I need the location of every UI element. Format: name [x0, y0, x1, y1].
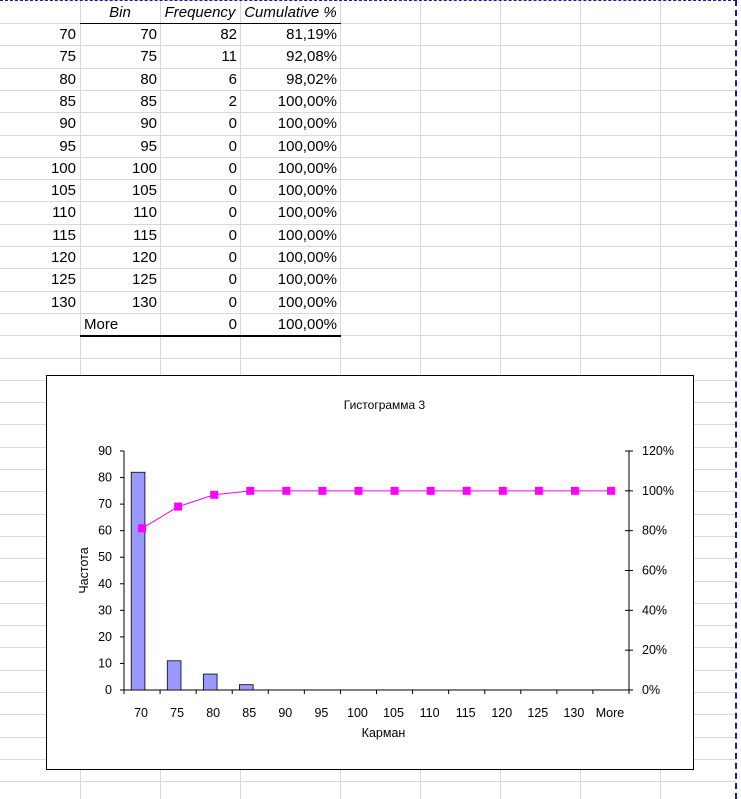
bin-cell[interactable]: 115	[133, 226, 157, 244]
row-label-cell[interactable]: 100	[50, 159, 76, 177]
x-tick-label: 130	[563, 706, 585, 720]
histogram-bar	[131, 472, 145, 690]
cumulative-cell[interactable]: 100,00%	[277, 204, 337, 222]
frequency-cell[interactable]: 0	[228, 293, 237, 311]
y2-tick-label: 120%	[642, 444, 674, 458]
row-label-cell[interactable]: 115	[52, 226, 76, 244]
header-cumulative[interactable]: Cumulative %	[244, 4, 337, 21]
cumulative-cell[interactable]: 100,00%	[277, 159, 337, 177]
cumulative-marker	[427, 487, 435, 495]
cumulative-cell[interactable]: 100,00%	[277, 249, 337, 266]
histogram-bar	[203, 674, 217, 690]
bin-cell[interactable]: 70	[140, 26, 157, 43]
frequency-cell[interactable]: 0	[228, 249, 237, 266]
cumulative-marker	[607, 487, 615, 495]
page-break-vertical	[735, 0, 737, 799]
frequency-cell[interactable]: 11	[221, 48, 237, 66]
frequency-cell[interactable]: 2	[228, 92, 237, 110]
header-bin[interactable]: Bin	[109, 4, 131, 21]
row-label-cell[interactable]: 110	[52, 204, 76, 222]
cumulative-marker	[282, 487, 290, 495]
row-label-cell[interactable]: 130	[50, 293, 76, 311]
y2-tick-label: 20%	[642, 643, 668, 658]
x-tick-label: 100	[347, 706, 368, 720]
frequency-cell[interactable]: 6	[228, 70, 237, 88]
y2-tick-label: 100%	[642, 483, 674, 498]
y-tick-label: 60	[98, 523, 112, 538]
bin-cell[interactable]: 80	[140, 70, 157, 88]
x-tick-label: 115	[455, 706, 476, 720]
x-tick-label: 90	[278, 706, 293, 720]
row-label-cell[interactable]: 120	[50, 249, 76, 266]
cumulative-cell[interactable]: 100,00%	[277, 315, 337, 333]
chart-canvas	[47, 376, 693, 769]
cumulative-marker	[174, 503, 182, 511]
y-tick-label: 30	[98, 603, 112, 618]
x-tick-label: 70	[134, 706, 148, 720]
cumulative-cell[interactable]: 100,00%	[277, 115, 337, 133]
bin-cell[interactable]: 110	[133, 204, 157, 222]
x-tick-label: 95	[314, 706, 329, 720]
y2-tick-label: 40%	[642, 603, 668, 618]
bin-cell[interactable]: 85	[140, 92, 157, 110]
cumulative-marker	[246, 487, 254, 495]
bin-cell[interactable]: 95	[140, 137, 157, 155]
y-tick-label: 20	[98, 629, 112, 644]
y2-tick-label: 60%	[642, 563, 668, 578]
page-break-horizontal	[0, 0, 736, 1]
cumulative-cell[interactable]: 100,00%	[277, 92, 337, 110]
bin-cell[interactable]: 120	[131, 249, 157, 266]
bin-cell[interactable]: 130	[131, 293, 157, 311]
cumulative-marker	[138, 524, 146, 532]
frequency-cell[interactable]: 0	[228, 315, 237, 333]
cumulative-marker	[463, 487, 471, 495]
cumulative-marker	[571, 487, 579, 495]
x-tick-label: More	[595, 706, 625, 720]
y2-tick-label: 0%	[642, 683, 661, 697]
cumulative-cell[interactable]: 100,00%	[277, 226, 337, 244]
histogram-bar	[239, 685, 253, 690]
x-axis-label: Карман	[361, 726, 406, 740]
row-label-cell[interactable]: 70	[59, 26, 76, 43]
bin-cell[interactable]: More	[84, 315, 119, 333]
y-tick-label: 10	[98, 656, 112, 671]
cumulative-marker	[391, 487, 399, 495]
x-tick-label: 75	[170, 706, 185, 720]
bin-cell[interactable]: 125	[131, 271, 157, 289]
x-tick-label: 85	[242, 706, 257, 720]
x-tick-label: 120	[491, 706, 513, 720]
bin-cell[interactable]: 90	[140, 115, 157, 133]
y-tick-label: 40	[98, 576, 112, 591]
cumulative-marker	[499, 487, 507, 495]
gridline-horizontal	[0, 358, 736, 359]
row-label-cell[interactable]: 105	[50, 182, 76, 200]
bin-cell[interactable]: 105	[131, 182, 157, 200]
row-label-cell[interactable]	[0, 314, 76, 336]
y-axis-label: Частота	[77, 547, 91, 594]
row-label-cell[interactable]: 75	[59, 48, 76, 66]
cumulative-cell[interactable]: 92,08%	[286, 48, 337, 66]
frequency-cell[interactable]: 0	[228, 204, 237, 222]
y-tick-label: 0	[105, 683, 112, 697]
frequency-cell[interactable]: 0	[228, 226, 237, 244]
cumulative-cell[interactable]: 100,00%	[277, 182, 337, 200]
gridline-horizontal	[0, 781, 736, 782]
frequency-cell[interactable]: 0	[228, 115, 237, 133]
y2-tick-label: 80%	[642, 523, 668, 538]
bin-cell[interactable]: 100	[131, 159, 157, 177]
chart-title: Гистограмма 3	[343, 398, 426, 412]
row-label-cell[interactable]: 85	[59, 92, 76, 110]
histogram-chart[interactable]	[46, 375, 694, 770]
cumulative-cell[interactable]: 100,00%	[277, 293, 337, 311]
row-label-cell[interactable]: 125	[50, 271, 76, 289]
header-frequency[interactable]: Frequency	[164, 4, 236, 21]
x-tick-label: 110	[419, 706, 440, 720]
table-bottom-border	[80, 335, 341, 337]
x-tick-label: 125	[527, 706, 549, 720]
cumulative-marker	[210, 491, 218, 499]
bin-cell[interactable]: 75	[140, 48, 157, 66]
row-label-cell[interactable]: 95	[59, 137, 76, 155]
cumulative-cell[interactable]: 81,19%	[286, 26, 337, 43]
y-tick-label: 80	[98, 470, 112, 485]
x-tick-label: 80	[206, 706, 221, 720]
frequency-cell[interactable]: 0	[228, 271, 237, 289]
row-label-cell[interactable]: 80	[59, 70, 76, 88]
y-tick-label: 90	[98, 444, 112, 458]
cumulative-cell[interactable]: 100,00%	[277, 271, 337, 289]
frequency-cell[interactable]: 0	[228, 182, 237, 200]
cumulative-marker	[535, 487, 543, 495]
cumulative-marker	[318, 487, 326, 495]
y-tick-label: 50	[98, 550, 112, 565]
frequency-cell[interactable]: 0	[228, 137, 237, 155]
y-tick-label: 70	[98, 497, 112, 512]
cumulative-marker	[354, 487, 362, 495]
x-tick-label: 105	[383, 706, 404, 720]
histogram-bar	[167, 661, 181, 690]
frequency-cell[interactable]: 0	[228, 159, 237, 177]
cumulative-cell[interactable]: 98,02%	[286, 70, 337, 88]
cumulative-cell[interactable]: 100,00%	[277, 137, 337, 155]
row-label-cell[interactable]: 90	[59, 115, 76, 133]
frequency-cell[interactable]: 82	[220, 26, 237, 43]
